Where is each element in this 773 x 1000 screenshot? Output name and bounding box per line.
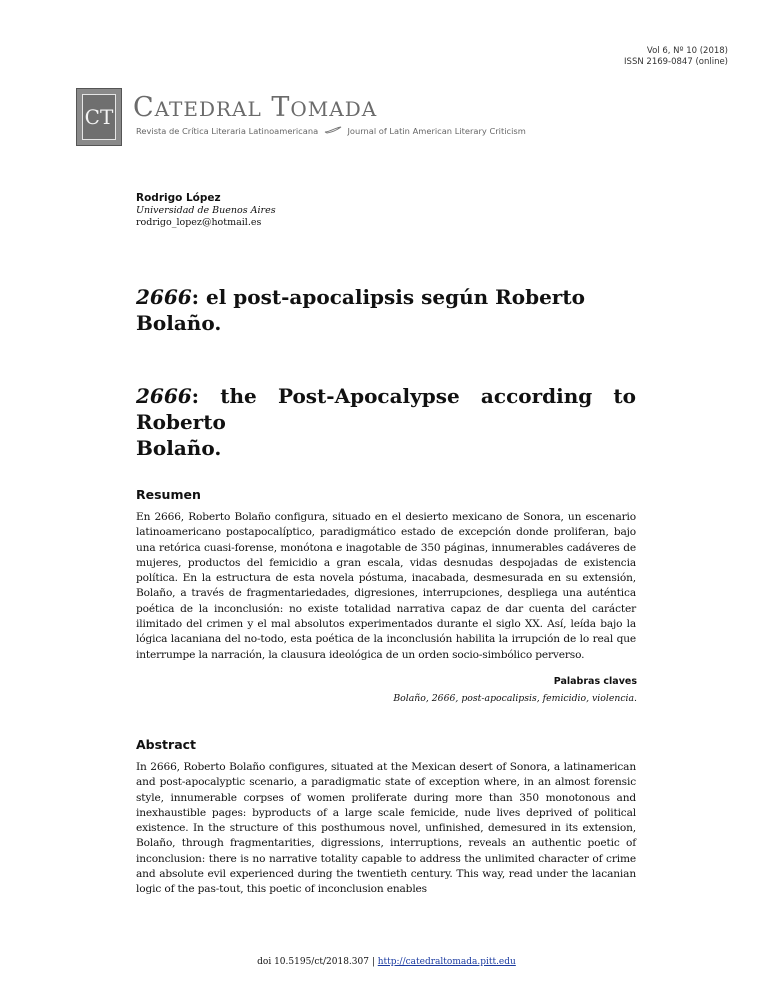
footer — [0, 957, 773, 967]
quill-icon — [324, 126, 345, 136]
journal-title-word2: OMADA — [290, 97, 378, 121]
footer-doi: doi 10.5195/ct/2018.307 — [257, 957, 369, 967]
footer-separator: | — [368, 957, 378, 967]
journal-title-initial-t: T — [271, 92, 291, 123]
author-affiliation: Universidad de Buenos Aires — [136, 205, 276, 216]
abstract-heading: Abstract — [136, 737, 197, 752]
journal-logo — [76, 88, 122, 146]
title-english-rest-line2: Bolaño. — [136, 436, 222, 460]
abstract-text: In 2666, Roberto Bolaño configures, situated at the Mexican desert of Sonora, a latinamerican and post-apocalyptic scenario, a paradigmatic state of exception where, in an almost forensic style, innumerable corpses of women proliferate during more than 350 monotonous and inexhaustible pages: byproducts of a large scale femicide, nude lives deprived of political existence. In the structure of this posthumous novel, unfinished, demesured in its extension, Bolaño, through fragmentarities, digressions, interruptions, reveals an authentic poetic of inconclusion: there is no narrative totality capable to address the unlimited character of crime and absolute evil experienced during the twentieth century. This way, read under the lacanian logic of the pas-tout, this poetic of inconclusion enables — [136, 761, 636, 896]
journal-title-initial-c: C — [133, 92, 155, 123]
title-english-rest-line1: : the Post-Apocalypse according to Roberto — [136, 384, 636, 434]
title-spanish-italic: 2666 — [136, 285, 192, 309]
author-block — [136, 191, 276, 229]
keywords: Bolaño, 2666, post-apocalipsis, femicidio, violencia. — [393, 693, 637, 704]
resumen-text: En 2666, Roberto Bolaño configura, situado en el desierto mexicano de Sonora, un escenario latinoamericano postapocalíptico, paradigmático estado de excepción donde proliferan, bajo una retórica cuasi-forense, monótona e inagotable de 350 páginas, innumerables cadáveres de mujeres, productos del femicidio a gran escala, vidas desnudas despojadas de existencia política. En la estructura de esta novela póstuma, inacabada, desmesurada en su extensión, Bolaño, a través de fragmentariedades, digresiones, interrupciones, despliega una auténtica poética de la inconclusión: no existe totalidad narrativa capaz de dar cuenta del carácter ilimitado del crimen y el mal absolutos experimentados durante el siglo XX. Así, leída bajo la lógica lacaniana del no-todo, esta poética de la inconclusión habilita la irrupción de lo real que interrumpe la narración, la clausura ideológica de un orden socio-simbólico perverso. — [136, 511, 636, 661]
journal-subtitle-en: Journal of Latin American Literary Criticism — [347, 126, 526, 136]
volume-number: Vol 6, Nº 10 (2018) — [646, 46, 728, 56]
keywords-label: Palabras claves — [553, 676, 637, 687]
journal-title — [133, 93, 377, 124]
journal-subtitle-es: Revista de Crítica Literaria Latinoamericana — [136, 126, 319, 136]
volume-info — [624, 46, 728, 68]
journal-subtitle — [136, 126, 526, 136]
journal-title-word1: ATEDRAL — [154, 97, 262, 121]
resumen-heading: Resumen — [136, 487, 201, 502]
title-spanish — [136, 284, 636, 336]
footer-link[interactable]: http://catedraltomada.pitt.edu — [377, 957, 516, 967]
title-spanish-rest: : el post-apocalipsis según Roberto Bolaño. — [136, 285, 585, 335]
title-english — [136, 383, 636, 461]
logo-emblem: CT — [82, 94, 116, 140]
author-name: Rodrigo López — [136, 192, 221, 204]
title-english-italic: 2666 — [136, 384, 192, 408]
author-email: rodrigo_lopez@hotmail.es — [136, 217, 262, 228]
issn: ISSN 2169-0847 (online) — [624, 57, 728, 67]
